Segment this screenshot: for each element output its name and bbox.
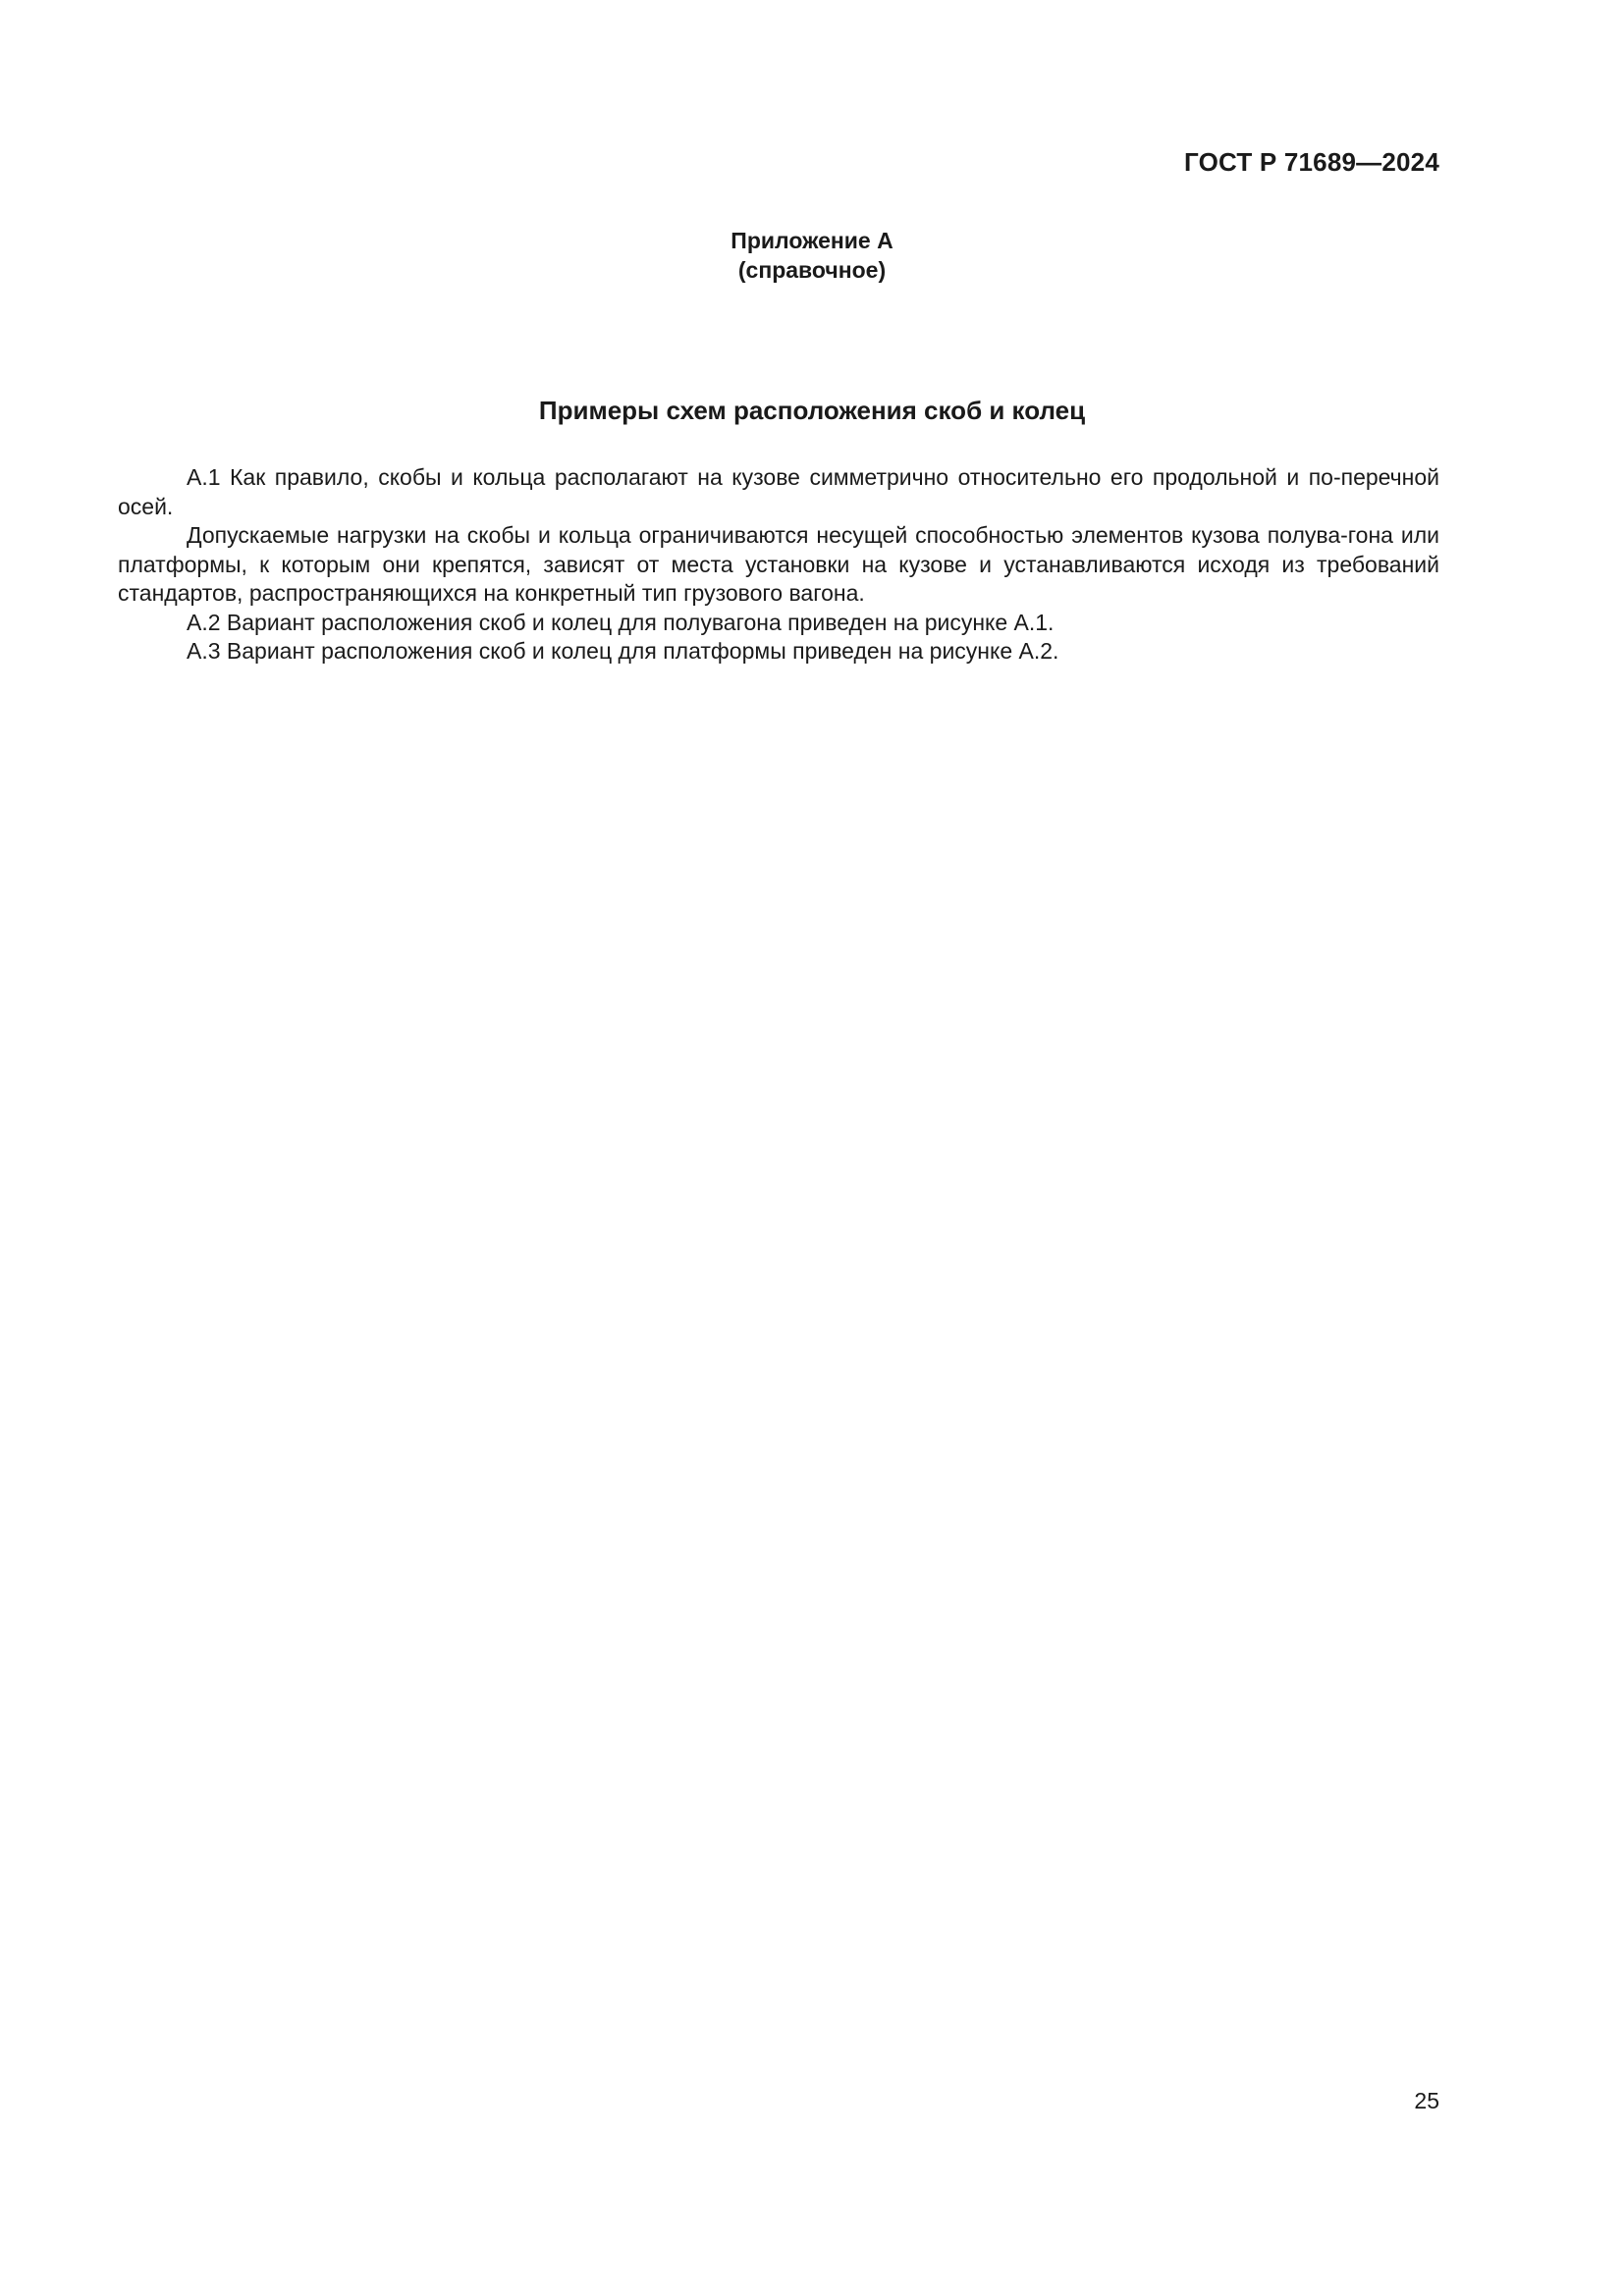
paragraph-a3: А.3 Вариант расположения скоб и колец для платформы приведен на рисунке А.2. bbox=[187, 638, 1059, 664]
paragraph-a2: А.2 Вариант расположения скоб и колец для полувагона приведен на рисунке А.1. bbox=[187, 609, 1055, 635]
paragraph-loads: Допускаемые нагрузки на скобы и кольца ограничиваются несущей способностью элементов кузова полува-гона или платформы, к которым они крепятся, зависят от места установки на кузове и устанавливаются исходя из требований стандартов, распространяющихся на конкретный тип грузового вагона. bbox=[118, 522, 1439, 606]
section-title: Примеры схем расположения скоб и колец bbox=[538, 396, 1086, 425]
body-text bbox=[118, 463, 1439, 667]
page-number: 25 bbox=[1414, 2088, 1439, 2113]
annex-title: Приложение А bbox=[731, 228, 893, 253]
annex-heading bbox=[0, 226, 1624, 285]
paragraph-a1: А.1 Как правило, скобы и кольца располагают на кузове симметрично относительно его продольной и по-перечной осей. bbox=[118, 464, 1439, 519]
document-code-header: ГОСТ Р 71689—2024 bbox=[1184, 147, 1439, 177]
annex-subtitle: (справочное) bbox=[737, 257, 887, 283]
